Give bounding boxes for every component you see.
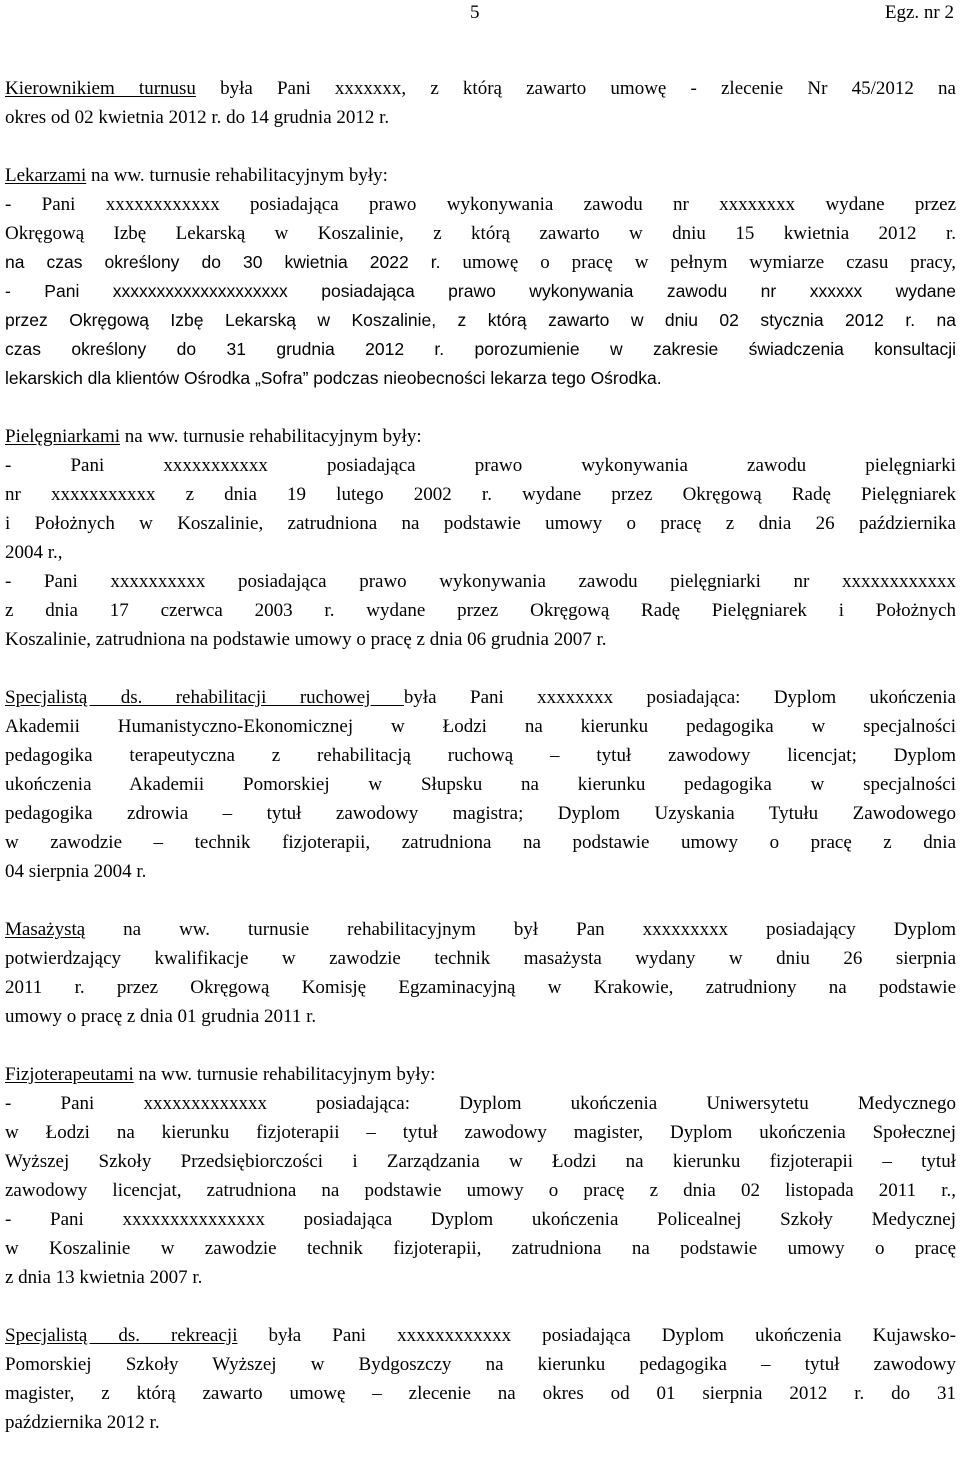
- text-line: - Pani xxxxxxxxxx posiadająca prawo wykonywania zawodu pielęgniarki nr xxxxxxxxxxxx: [5, 571, 956, 592]
- heading-masseur: Masażystą: [5, 919, 86, 940]
- text-line: - Pani xxxxxxxxxxx posiadająca prawo wykonywania zawodu pielęgniarki: [5, 455, 956, 476]
- text-line: okres od 02 kwietnia 2012 r. do 14 grudnia 2012 r.: [5, 107, 390, 128]
- text-line: nr xxxxxxxxxxx z dnia 19 lutego 2002 r. wydane przez Okręgową Radę Pielęgniarek: [5, 484, 956, 505]
- text-line: na ww. turnusie rehabilitacyjnym był Pan xxxxxxxxx posiadający Dyplom: [85, 919, 956, 940]
- text-line: była Pani xxxxxxx, z którą zawarto umowę - zlecenie Nr 45/2012 na: [195, 78, 956, 99]
- text-line: na ww. turnusie rehabilitacyjnym były:: [86, 165, 388, 186]
- paragraph-rehab-specialist: [5, 683, 956, 886]
- text-line: w zawodzie – technik fizjoterapii, zatrudniona na podstawie umowy o pracę z dnia: [5, 832, 956, 853]
- text-line: - Pani xxxxxxxxxxxx posiadająca prawo wykonywania zawodu nr xxxxxxxx wydane przez: [5, 194, 956, 215]
- text-line: 2011 r. przez Okręgową Komisję Egzaminacyjną w Krakowie, zatrudniony na podstawie: [5, 977, 956, 998]
- text-line: w Koszalinie w zawodzie technik fizjoterapii, zatrudniona na podstawie umowy o pracę: [5, 1238, 956, 1259]
- heading-nurses: Pielęgniarkami: [5, 426, 121, 447]
- paragraph-turnus-manager: [5, 74, 956, 132]
- paragraph-nurses: [5, 422, 956, 654]
- page-number: 5: [470, 2, 480, 23]
- text-line: na ww. turnusie rehabilitacyjnym były:: [133, 1064, 436, 1085]
- text-line-sans: lekarskich dla klientów Ośrodka „Sofra” podczas nieobecności lekarza tego Ośrodka.: [5, 368, 662, 388]
- text-line: umowy o pracę z dnia 01 grudnia 2011 r.: [5, 1006, 317, 1027]
- heading-recreation-specialist: Specjalistą ds. rekreacji: [5, 1325, 238, 1346]
- text-line: Pomorskiej Szkoły Wyższej w Bydgoszczy na kierunku pedagogika – tytuł zawodowy: [5, 1354, 956, 1375]
- paragraph-physiotherapists: [5, 1060, 956, 1292]
- paragraph-recreation-specialist: [5, 1321, 956, 1437]
- text-line: z dnia 17 czerwca 2003 r. wydane przez Okręgową Radę Pielęgniarek i Położnych: [5, 600, 956, 621]
- heading-turnus-manager: Kierownikiem turnusu: [5, 78, 196, 99]
- text-line: w Łodzi na kierunku fizjoterapii – tytuł zawodowy magister, Dyplom ukończenia Społecznej: [5, 1122, 956, 1143]
- text-line: Akademii Humanistyczno-Ekonomicznej w Łodzi na kierunku pedagogika w specjalności: [5, 716, 956, 737]
- text-line: Okręgową Izbę Lekarską w Koszalinie, z którą zawarto w dniu 15 kwietnia 2012 r.: [5, 223, 956, 244]
- text-line: była Pani xxxxxxxx posiadająca: Dyplom ukończenia: [403, 687, 956, 708]
- text-line: - Pani xxxxxxxxxxxxx posiadająca: Dyplom ukończenia Uniwersytetu Medycznego: [5, 1093, 956, 1114]
- text-line-sans: przez Okręgową Izbę Lekarską w Koszalinie, z którą zawarto w dniu 02 stycznia 2012 r.: [5, 310, 916, 330]
- paragraph-doctors: [5, 161, 956, 393]
- text-line-sans: na: [915, 310, 957, 330]
- heading-rehab-specialist: Specjalistą ds. rehabilitacji ruchowej: [5, 687, 404, 708]
- text-line: zawodowy licencjat, zatrudniona na podstawie umowy o pracę z dnia 02 listopada 2011 r.,: [5, 1180, 956, 1201]
- copy-number-label: Egz. nr 2: [884, 2, 954, 23]
- text-line-sans: czas określony do 31 grudnia 2012 r.: [5, 339, 445, 359]
- text-line: Wyższej Szkoły Przedsiębiorczości i Zarządzania w Łodzi na kierunku fizjoterapii – tytuł: [5, 1151, 956, 1172]
- text-line: ukończenia Akademii Pomorskiej w Słupsku na kierunku pedagogika w specjalności: [5, 774, 956, 795]
- document-body: [5, 74, 956, 1437]
- text-line-sans: porozumienie w zakresie świadczenia konsultacji: [444, 339, 956, 359]
- text-line: była Pani xxxxxxxxxxxx posiadająca Dyplom ukończenia Kujawsko-: [237, 1325, 956, 1346]
- text-line: na ww. turnusie rehabilitacyjnym były:: [120, 426, 422, 447]
- heading-physiotherapists: Fizjoterapeutami: [5, 1064, 134, 1085]
- text-line: z dnia 13 kwietnia 2007 r.: [5, 1267, 203, 1288]
- text-line: - Pani xxxxxxxxxxxxxxx posiadająca Dyplom ukończenia Policealnej Szkoły Medycznej: [5, 1209, 956, 1230]
- text-line: Koszalinie, zatrudniona na podstawie umowy o pracę z dnia 06 grudnia 2007 r.: [5, 629, 607, 650]
- text-line: potwierdzający kwalifikacje w zawodzie technik masażysta wydany w dniu 26 sierpnia: [5, 948, 956, 969]
- heading-doctors: Lekarzami: [5, 165, 87, 186]
- text-line: października 2012 r.: [5, 1412, 160, 1433]
- text-line: pedagogika zdrowia – tytuł zawodowy magistra; Dyplom Uzyskania Tytułu Zawodowego: [5, 803, 956, 824]
- text-line-sans: - Pani xxxxxxxxxxxxxxxxxxxx posiadająca prawo wykonywania zawodu nr xxxxxx wydane: [5, 281, 956, 301]
- text-line: i Położnych w Koszalinie, zatrudniona na podstawie umowy o pracę z dnia 26 października: [5, 513, 956, 534]
- page-header: [0, 0, 960, 40]
- text-line-sans: na czas określony do 30 kwietnia 2022 r.: [5, 252, 441, 272]
- text-line: umowę o pracę w pełnym wymiarze czasu pracy,: [440, 252, 956, 273]
- paragraph-masseur: [5, 915, 956, 1031]
- text-line: pedagogika terapeutyczna z rehabilitacją ruchową – tytuł zawodowy licencjat; Dyplom: [5, 745, 956, 766]
- text-line: 2004 r.,: [5, 542, 63, 563]
- text-line: 04 sierpnia 2004 r.: [5, 861, 147, 882]
- text-line: magister, z którą zawarto umowę – zlecenie na okres od 01 sierpnia 2012 r. do 31: [5, 1383, 956, 1404]
